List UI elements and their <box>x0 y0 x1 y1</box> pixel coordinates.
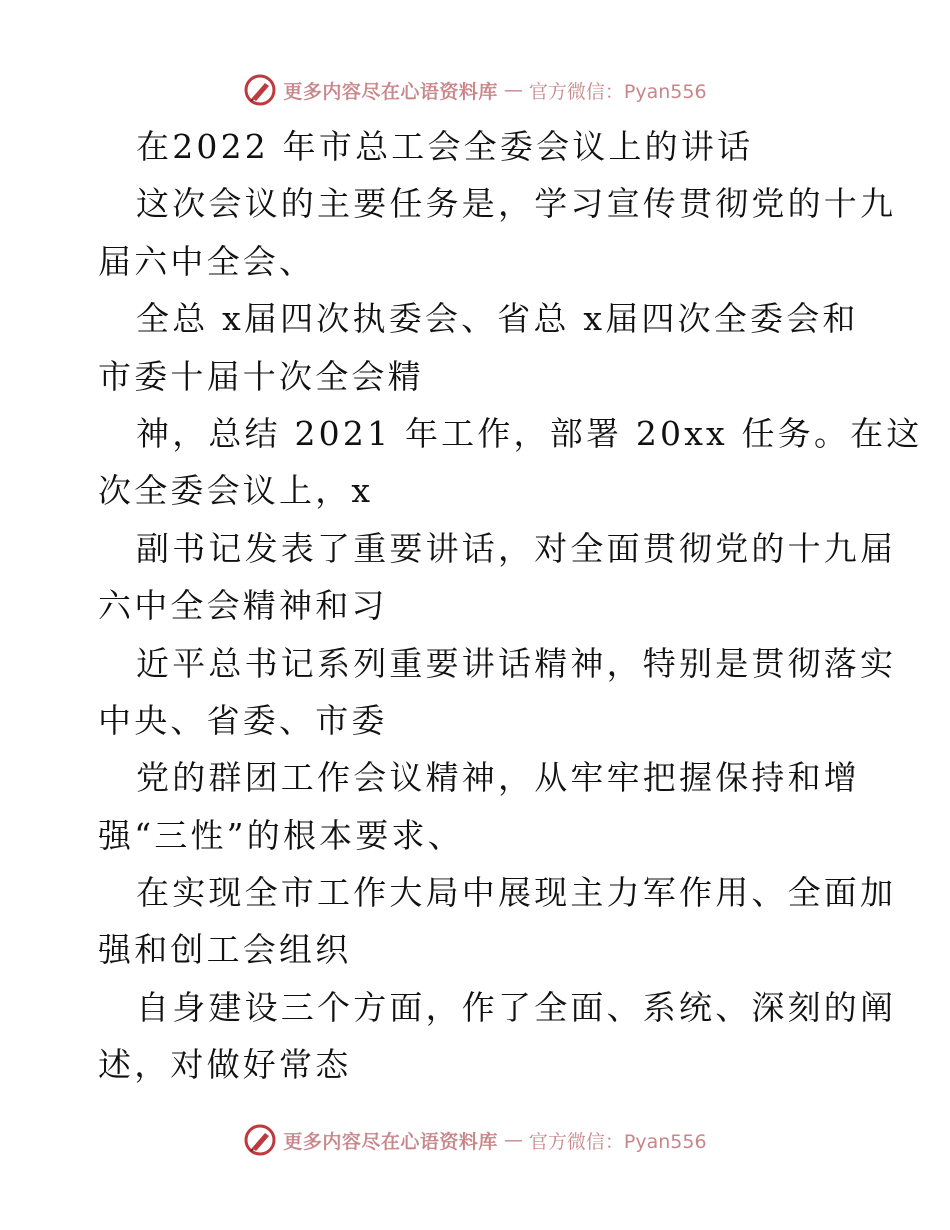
doc-line: 市委十届十次全会精 <box>98 356 424 396</box>
doc-line: 党的群团工作会议精神，从牢牢把握保持和增 <box>136 758 860 798</box>
pen-logo-icon <box>243 73 277 107</box>
watermark-text: 更多内容尽在心语资料库 <box>283 1130 498 1153</box>
doc-line: 这次会议的主要任务是，学习宣传贯彻党的十九 <box>136 184 897 224</box>
doc-line: 神，总结 2021 年工作，部署 20xx 任务。在这 <box>136 413 923 453</box>
doc-line: 在2022 年市总工会全委会议上的讲话 <box>136 127 754 166</box>
watermark-wechat: 官方微信：Pyan556 <box>528 80 707 103</box>
doc-line: 强和创工会组织 <box>98 930 352 970</box>
doc-line: 中央、省委、市委 <box>98 700 388 740</box>
doc-line: 六中全会精神和习 <box>98 586 388 626</box>
document-body <box>98 118 923 1094</box>
footer-watermark <box>0 1120 950 1160</box>
watermark-dash: — <box>503 79 523 101</box>
doc-line: 次全委会议上，x <box>98 471 374 511</box>
watermark-text: 更多内容尽在心语资料库 <box>283 80 498 103</box>
watermark-wechat: 官方微信：Pyan556 <box>528 1130 707 1153</box>
header-watermark <box>0 70 950 110</box>
doc-line: 届六中全会、 <box>98 241 316 281</box>
pen-logo-icon <box>243 1123 277 1157</box>
doc-line: 自身建设三个方面，作了全面、系统、深刻的阐 <box>136 987 897 1027</box>
doc-line: 强“三性”的根本要求、 <box>98 815 464 855</box>
doc-line: 全总 x届四次执委会、省总 x届四次全委会和 <box>136 299 859 339</box>
doc-line: 副书记发表了重要讲话，对全面贯彻党的十九届 <box>136 528 897 568</box>
doc-line: 在实现全市工作大局中展现主力军作用、全面加 <box>136 873 897 913</box>
doc-line: 近平总书记系列重要讲话精神，特别是贯彻落实 <box>136 643 897 683</box>
doc-line: 述，对做好常态 <box>98 1045 352 1085</box>
watermark-dash: — <box>503 1129 523 1151</box>
